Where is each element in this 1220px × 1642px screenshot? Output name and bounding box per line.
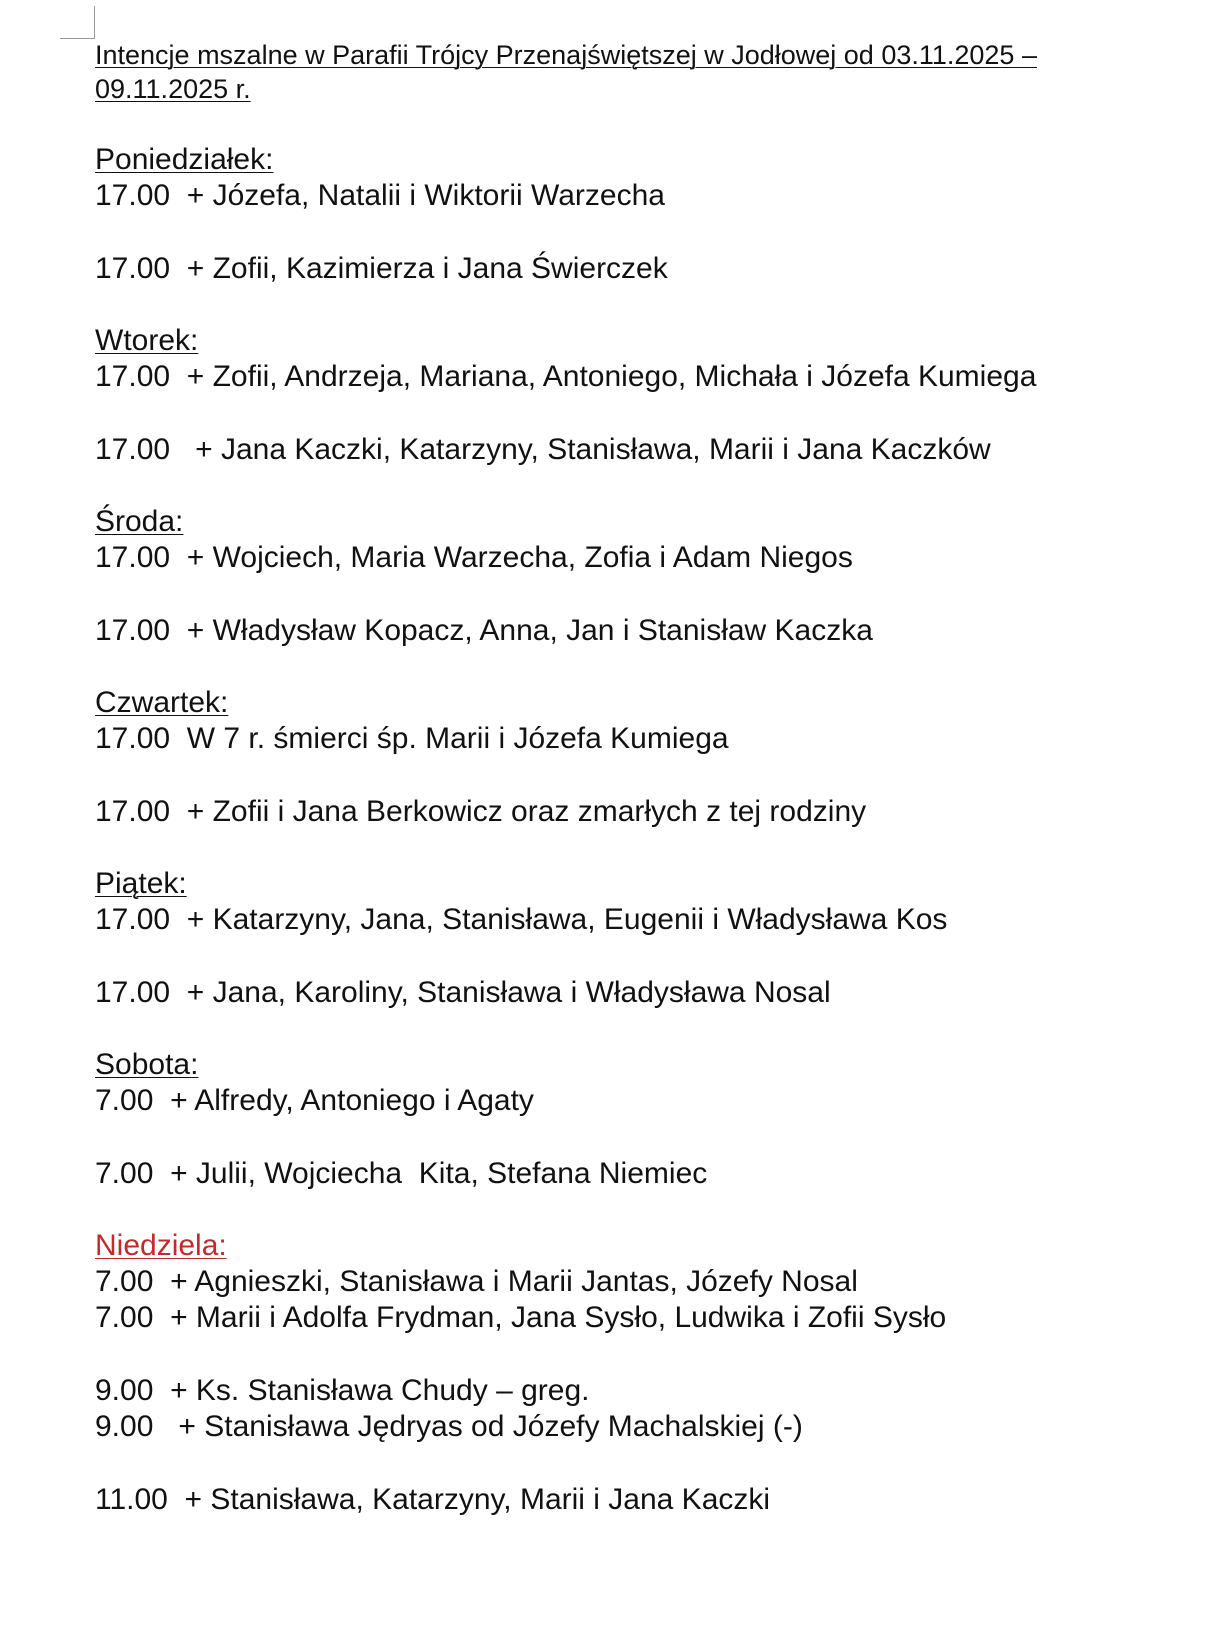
mass-text: W 7 r. śmierci śp. Marii i Józefa Kumiega [186,722,729,755]
mass-text: + Zofii, Kazimierza i Jana Świerczek [186,252,668,285]
mass-time: 17.00 [95,903,171,936]
mass-intention [95,1482,1175,1518]
mass-text: + Julii, Wojciecha Kita, Stefana Niemiec [170,1157,708,1190]
mass-text: + Stanisława Jędryas od Józefy Machalskiej (-) [178,1410,803,1443]
mass-intention [95,251,1175,287]
document-title: Intencje mszalne w Parafii Trójcy Przenajświętszej w Jodłowej od 03.11.2025 – 09.11.2025 r. [95,40,1037,104]
day-heading-sunday: Niedziela: [95,1229,227,1262]
day-friday [95,866,1175,1011]
mass-text: + Zofii i Jana Berkowicz oraz zmarłych z tej rodziny [186,795,867,828]
mass-time: 17.00 [95,795,171,828]
mass-intention [95,902,1175,938]
mass-intention [95,1300,1175,1336]
mass-intention [95,794,1175,830]
mass-time: 17.00 [95,433,171,466]
mass-text: + Zofii, Andrzeja, Mariana, Antoniego, Michała i Józefa Kumiega [186,360,1037,393]
mass-intention [95,432,1175,468]
day-tuesday [95,323,1175,468]
mass-intention [95,721,1175,757]
mass-intention [95,540,1175,576]
mass-text: + Józefa, Natalii i Wiktorii Warzecha [186,179,665,212]
day-heading: Środa: [95,505,184,538]
mass-time: 7.00 [95,1265,154,1298]
mass-text: + Władysław Kopacz, Anna, Jan i Stanisław Kaczka [186,614,873,647]
day-heading: Czwartek: [95,686,229,719]
mass-text: + Agnieszki, Stanisława i Marii Jantas, Józefy Nosal [170,1265,858,1298]
mass-intention [95,1083,1175,1119]
day-heading: Sobota: [95,1048,199,1081]
mass-text: + Jana Kaczki, Katarzyny, Stanisława, Marii i Jana Kaczków [195,433,991,466]
mass-time: 9.00 [95,1374,154,1407]
mass-text: + Jana, Karoliny, Stanisława i Władysława Nosal [186,976,831,1009]
mass-time: 9.00 [95,1410,154,1443]
mass-text: + Wojciech, Maria Warzecha, Zofia i Adam Niegos [186,541,853,574]
mass-intention [95,1373,1175,1409]
document-page [95,38,1175,1518]
day-heading: Wtorek: [95,324,199,357]
mass-text: + Katarzyny, Jana, Stanisława, Eugenii i Władysława Kos [186,903,948,936]
mass-time: 7.00 [95,1301,154,1334]
mass-time: 17.00 [95,976,171,1009]
mass-text: + Alfredy, Antoniego i Agaty [170,1084,534,1117]
mass-intention [95,975,1175,1011]
mass-intention [95,1156,1175,1192]
mass-intention [95,178,1175,214]
mass-time: 7.00 [95,1084,154,1117]
mass-time: 17.00 [95,614,171,647]
day-monday [95,142,1175,287]
mass-time: 17.00 [95,252,171,285]
mass-intention [95,359,1175,395]
day-heading: Piątek: [95,867,187,900]
mass-time: 17.00 [95,179,171,212]
mass-time: 7.00 [95,1157,154,1190]
day-sunday [95,1228,1175,1518]
mass-intention [95,613,1175,649]
day-wednesday [95,504,1175,649]
day-saturday [95,1047,1175,1192]
mass-time: 17.00 [95,541,171,574]
mass-text: + Stanisława, Katarzyny, Marii i Jana Kaczki [184,1483,771,1516]
mass-intention [95,1409,1175,1445]
mass-time: 11.00 [95,1483,168,1516]
document-corner-mark [60,6,95,39]
mass-intention [95,1264,1175,1300]
mass-time: 17.00 [95,722,171,755]
day-thursday [95,685,1175,830]
mass-text: + Marii i Adolfa Frydman, Jana Sysło, Ludwika i Zofii Sysło [170,1301,947,1334]
day-heading: Poniedziałek: [95,143,274,176]
mass-text: + Ks. Stanisława Chudy – greg. [170,1374,590,1407]
mass-time: 17.00 [95,360,171,393]
